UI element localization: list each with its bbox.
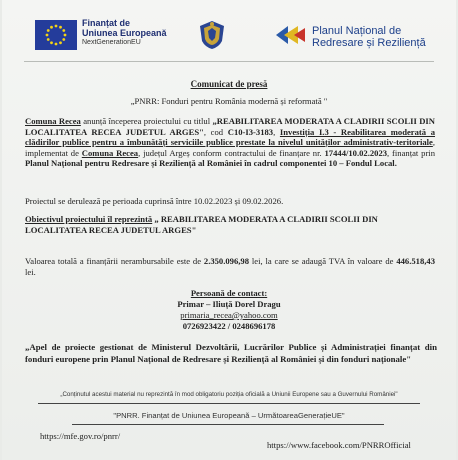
document-page: [2, 0, 456, 460]
contract-number: 17444/10.02.2023: [324, 147, 388, 158]
project-code: C10-I3-3183: [227, 126, 274, 137]
vat-amount: 446.518,43: [396, 256, 435, 266]
program-name: Planul Național pentru Redresare și Reziliență al României în cadrul componentei 10 – Fondul Local.: [25, 158, 397, 169]
disclaimer-text: „Conținutul acestui material nu reprezintă în mod obligatoriu poziția oficială a Uniunii Europene sau a Guvernului României": [60, 391, 398, 398]
p1-text5: , județul Argeș conform contractului de finanțare nr.: [138, 147, 325, 158]
funding-value-paragraph: [25, 256, 435, 277]
objective-text: „ REABILITAREA MODERATA A CLADIRII SCOLII DIN LOCALITATEA RECEA JUDETUL ARGES": [25, 214, 378, 235]
funding-appeal-statement: „Apel de proiecte gestionat de Ministerul Dezvoltării, Lucrărilor Publice și Administrației finanțat din fonduri europene prin Planul Național de Redresare și Reziliență al României și din fonduri naționale": [25, 342, 437, 364]
contact-name: Primar – Iliuță Dorel Dragu: [177, 299, 281, 309]
pnrr-label: [312, 25, 426, 49]
contact-block: [2, 288, 456, 332]
p4-text1: Valoarea totală a finanțării nerambursabile este de: [25, 256, 204, 266]
eu-flag-stars: [35, 20, 77, 50]
contact-phones: 0726923422 / 0248696178: [182, 321, 276, 331]
implementer-name: Comuna Recea: [81, 147, 139, 158]
mfe-link[interactable]: https://mfe.gov.ro/pnrr/: [40, 431, 121, 441]
disclaimer-divider: [38, 403, 420, 404]
commune-name: Comuna Recea: [25, 116, 81, 126]
p1-text3: ,: [273, 126, 280, 137]
objective-label: Obiectivul proiectului îl reprezintă: [25, 214, 153, 224]
investment-name: Investiția I.3 - Reabilitarea moderată a clădirilor publice pentru a îmbunătăți serviciile publice prestate la nivelul unităților administrativ-teritoriale: [25, 126, 436, 148]
project-announcement-paragraph: [25, 116, 435, 169]
facebook-link[interactable]: https://www.facebook.com/PNRROfficial: [267, 440, 411, 450]
contact-label: Persoană de contact:: [190, 288, 268, 298]
p1-text6: , finanțat prin: [387, 147, 435, 158]
header-divider: [24, 61, 434, 62]
p1-text4: , implementat de: [25, 137, 435, 158]
project-objective-paragraph: [25, 214, 435, 235]
funding-note-divider: [72, 424, 384, 425]
p1-text1: anunță începerea proiectului cu titlul: [80, 116, 213, 126]
eu-line1: Finanțat de: [82, 18, 131, 28]
document-subtitle: „PNRR: Fonduri pentru România modernă și reformată ": [130, 96, 328, 106]
romanian-government-emblem-icon: [197, 19, 227, 51]
funding-amount: 2.350.096,98: [203, 256, 250, 266]
project-period-paragraph: Proiectul se derulează pe perioada cuprinsă între 10.02.2023 și 09.02.2026.: [25, 196, 284, 206]
eu-line2: Uniunea Europeană: [82, 28, 167, 38]
document-header: [2, 0, 456, 64]
project-title: „REABILITAREA MODERATA A CLADIRII SCOLII DIN LOCALITATEA RECEA JUDETUL ARGES": [25, 116, 435, 137]
p1-text2: , cod: [203, 126, 228, 137]
eu-flag-icon: [35, 20, 77, 50]
funding-note: "PNRR. Finanțat de Uniunea Europeană – UrmătoareaGenerațieUE": [113, 411, 345, 420]
contact-email-link[interactable]: primaria_recea@yahoo.com: [180, 310, 278, 320]
pnrr-line1: Planul Național de: [312, 25, 402, 37]
p4-text2: lei, la care se adaugă TVA în valoare de: [249, 256, 397, 266]
pnrr-logo-icon: [274, 24, 306, 46]
pnrr-line2: Redresare și Reziliență: [312, 37, 426, 49]
p4-text3: lei.: [25, 266, 36, 277]
eu-line3: NextGenerationEU: [82, 39, 141, 46]
document-title: Comunicat de presă: [190, 79, 268, 89]
eu-funding-label: [82, 18, 167, 48]
